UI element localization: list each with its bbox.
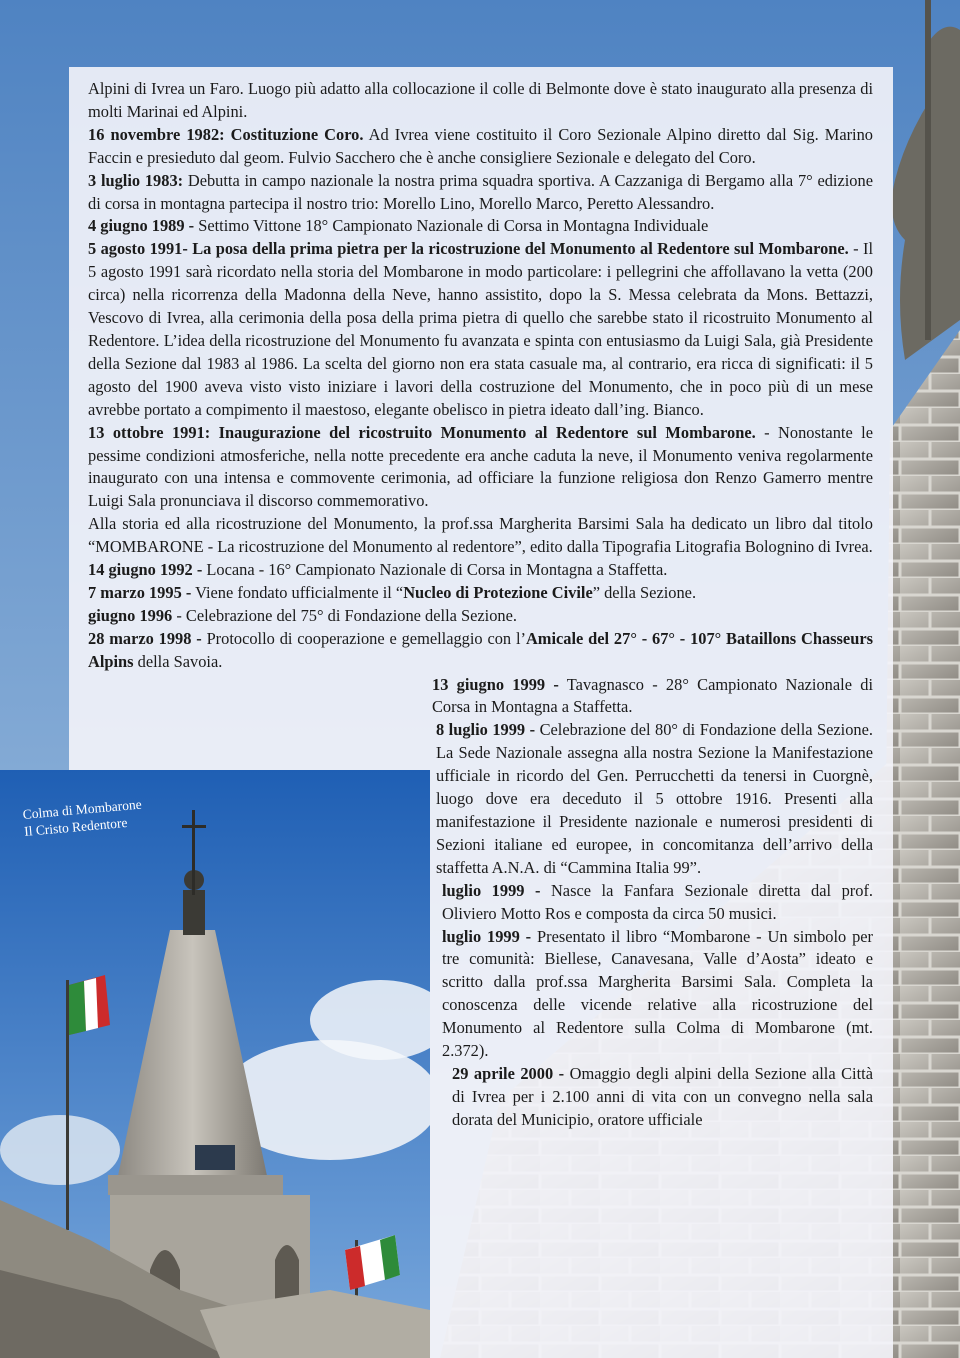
entry: luglio 1999 - Nasce la Fanfara Sezionale diretta dal prof. Oliviero Motto Ros e composta da circa 50 musici. (442, 880, 873, 923)
entry-date: 14 giugno 1992 - (88, 560, 203, 580)
caption-line-2: Il Cristo Redentore (23, 814, 128, 839)
entry-date: 28 marzo 1998 - (88, 628, 202, 648)
entry-date: giugno 1996 (88, 605, 173, 625)
entry: 8 luglio 1999 - Celebrazione del 80° di Fondazione della Sezione. La Sede Nazionale assegna alla nostra Sezione la Manifestazione ufficiale in ricordo del Gen. Perrucchetti da tenersi in Cuorgnè, luogo dove era deceduto il 5 ottobre 1916. Presenti alla manifestazione il Presidente nazionale e numerosi presidenti di Sezioni italiane ed europee, in concomitanza dell’arrivo della staffetta A.N.A. di “Cammina Italia 99”. (436, 720, 873, 877)
entry-date: 4 giugno 1989 - (88, 216, 195, 236)
entry: 13 ottobre 1991: Inaugurazione del ricostruito Monumento al Redentore sul Mombarone. - Nonostante le pessime condizioni atmosferiche, nella notte precedente era anche caduta la neve, il Monumento veniva regolarmente inaugurato con una intensa e commovente cerimonia, ad officiare la funzione religiosa don Renzo Gamerro mentre Luigi Sala pronunciava il discorso commemorativo. (88, 422, 873, 511)
entry-date: luglio 1999 - (442, 880, 541, 900)
entry: Alpini di Ivrea un Faro. Luogo più adatto alla collocazione il colle di Belmonte dove è stato inaugurato alla presenza di molti Marinai ed Alpini. (88, 79, 873, 121)
entry: Alla storia ed alla ricostruzione del Monumento, la prof.ssa Margherita Barsimi Sala ha dedicato un libro dal titolo “MOMBARONE - La ricostruzione del Monumento al redentore”, edito dalla Tipografia Litografia Bolognino di Ivrea. (88, 514, 873, 557)
entry-date: 7 marzo 1995 - (88, 582, 192, 602)
entry-date: 29 aprile 2000 - (452, 1063, 565, 1083)
entry: 3 luglio 1983: Debutta in campo nazionale la nostra prima squadra sportiva. A Cazzaniga di Bergamo alla 7° edizione di corsa in montagna partecipa il nostro trio: Morello Lino, Morello Marco, Peretto Alessandro. (88, 170, 873, 213)
entry: 28 marzo 1998 - Protocollo di cooperazione e gemellaggio con l’Amicale del 27° - 67° - 107° Bataillons Chasseurs Alpins della Savoia. (88, 628, 873, 671)
right-column (432, 674, 873, 1132)
entry-date: 5 agosto 1991- La posa della prima pietra per la ricostruzione del Monumento al Redentore sul Mombarone. (88, 239, 849, 259)
entry: 16 novembre 1982: Costituzione Coro. Ad Ivrea viene costituito il Coro Sezionale Alpino diretto dal Sig. Marino Faccin e presieduto dal geom. Fulvio Sacchero che è anche consigliere Sezionale e delegato del Coro. (88, 124, 874, 167)
entry: 4 giugno 1989 - Settimo Vittone 18° Campionato Nazionale di Corsa in Montagna Individuale (88, 216, 709, 236)
chronology-text (88, 78, 873, 1132)
caption-line-1: Colma di Mombarone (22, 796, 143, 822)
entry-date: 13 ottobre 1991: Inaugurazione del ricostruito Monumento al Redentore sul Mombarone. (88, 422, 756, 442)
entry: 7 marzo 1995 - Viene fondato ufficialmente il “Nucleo di Protezione Civile” della Sezione. (88, 582, 697, 602)
entry: giugno 1996 - Celebrazione del 75° di Fondazione della Sezione. (88, 605, 517, 625)
entry-date: 3 luglio 1983: (88, 170, 184, 190)
entry: 14 giugno 1992 - Locana - 16° Campionato Nazionale di Corsa in Montagna a Staffetta. (88, 560, 668, 580)
entry: 29 aprile 2000 - Omaggio degli alpini della Sezione alla Città di Ivrea per i 2.100 anni di vita con un convegno nella sala dorata del Municipio, oratore ufficiale (452, 1063, 873, 1129)
entry-date: luglio 1999 - (442, 926, 532, 946)
entry: 13 giugno 1999 - Tavagnasco - 28° Campionato Nazionale di Corsa in Montagna a Staffetta. (432, 674, 874, 717)
entry-date: 8 luglio 1999 - (436, 720, 536, 740)
entry-date: 13 giugno 1999 - (432, 674, 559, 694)
entry-date: 16 novembre 1982: Costituzione Coro. (88, 124, 364, 144)
entry: 5 agosto 1991- La posa della prima pietra per la ricostruzione del Monumento al Redentore sul Mombarone. - Il 5 agosto 1991 sarà ricordato nella storia del Mombarone in modo particolare: i pellegrini che affollavano la vetta (200 circa) nella ricorrenza della Madonna della Neve, hanno assistito, dopo la S. Messa celebrata da Mons. Bettazzi, Vescovo di Ivrea, alla cerimonia della posa della prima pietra di quello che sarebbe stato il ricostruito Monumento al Redentore. L’idea della ricostruzione del Monumento fu avanzata e spinta con entusiasmo da Luigi Sala, già Presidente della Sezione dal 1983 al 1986. La scelta del giorno non era stata casuale ma, al contrario, era ricca di significati: il 5 agosto del 1900 aveva visto visto iniziare i lavori della costruzione del Monumento, che in poco più di un mese avrebbe portato a compimento il maestoso, elegante obelisco in pietra ideato dall’ing. Bianco. (88, 239, 874, 419)
entry: luglio 1999 - Presentato il libro “Mombarone - Un simbolo per tre comunità: Biellese, Canavesana, Valle d’Aosta” ideato e scritto dalla prof.ssa Margherita Barsimi Sala. Completa la conoscenza delle vicende relative alla ricostruzione del Monumento al Redentore sulla Colma di Mombarone (mt. 2.372). (442, 926, 874, 1061)
